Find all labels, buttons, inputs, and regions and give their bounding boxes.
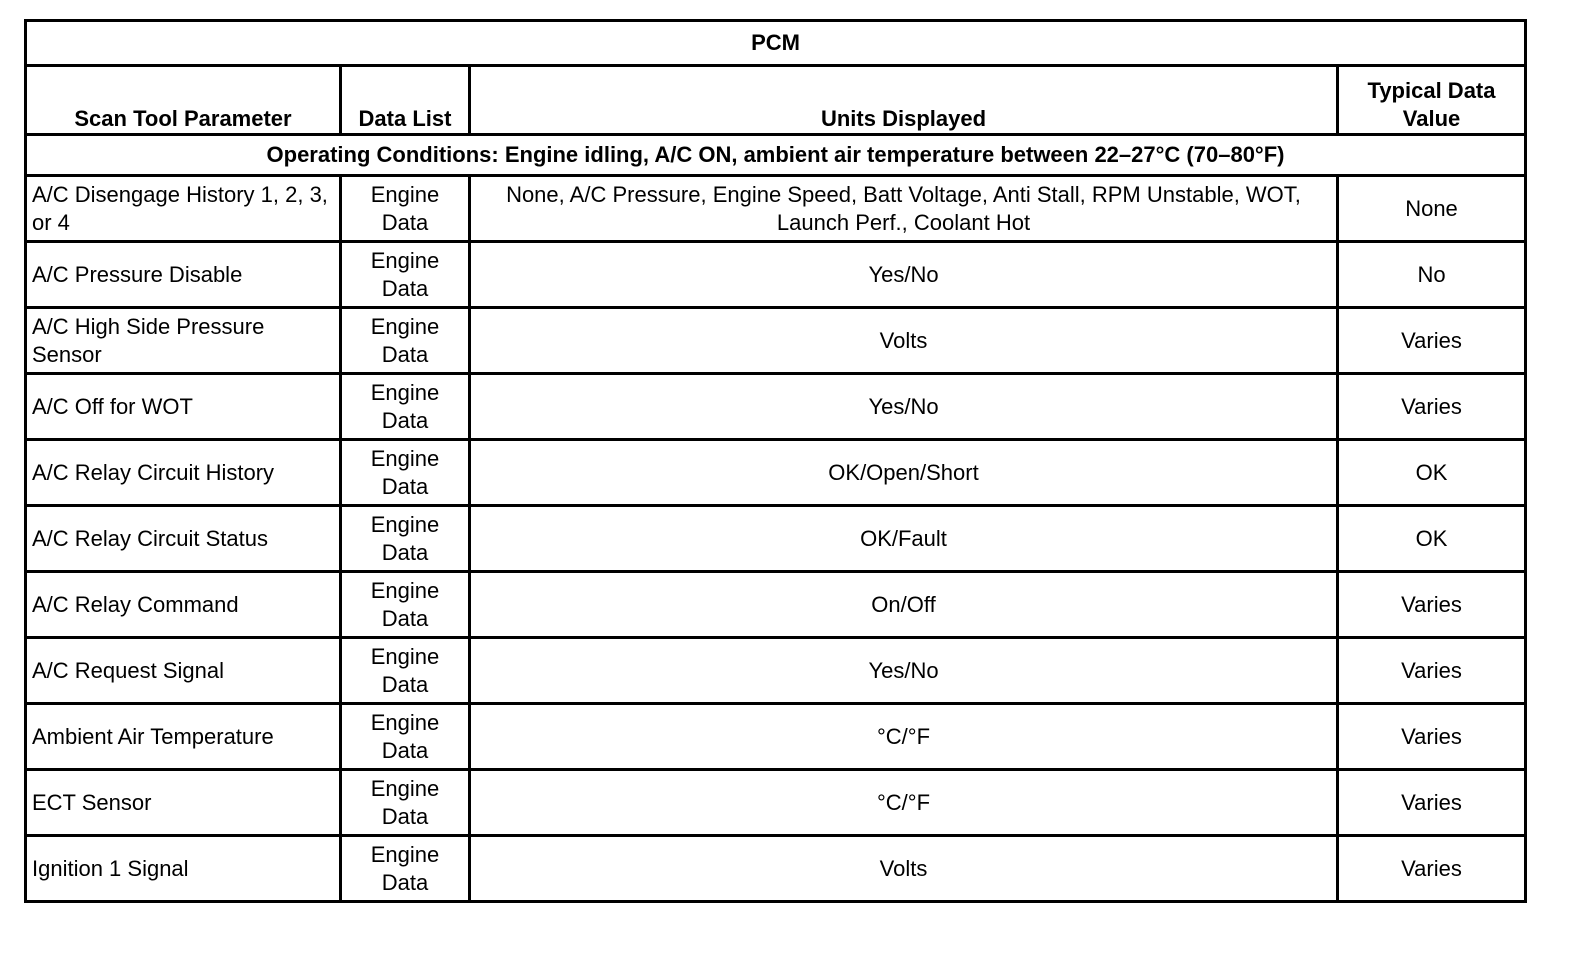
data-list-cell: Engine Data xyxy=(341,374,470,440)
pcm-data-table xyxy=(24,19,1527,903)
parameter-cell: A/C Relay Circuit Status xyxy=(26,506,341,572)
typical-value-cell: None xyxy=(1338,176,1526,242)
table-row xyxy=(26,374,1526,440)
parameter-cell: A/C Disengage History 1, 2, 3, or 4 xyxy=(26,176,341,242)
table-title-row xyxy=(26,21,1526,66)
parameter-cell: Ignition 1 Signal xyxy=(26,836,341,902)
data-list-cell: Engine Data xyxy=(341,176,470,242)
units-cell: On/Off xyxy=(470,572,1338,638)
units-cell: Volts xyxy=(470,308,1338,374)
data-list-cell: Engine Data xyxy=(341,440,470,506)
data-list-cell: Engine Data xyxy=(341,308,470,374)
data-list-cell: Engine Data xyxy=(341,242,470,308)
units-cell: OK/Fault xyxy=(470,506,1338,572)
column-header-row xyxy=(26,66,1526,135)
operating-conditions: Operating Conditions: Engine idling, A/C ON, ambient air temperature between 22–27°C (70–80°F) xyxy=(26,135,1526,176)
table-body xyxy=(26,176,1526,902)
typical-value-cell: Varies xyxy=(1338,770,1526,836)
parameter-cell: A/C Relay Circuit History xyxy=(26,440,341,506)
typical-value-cell: Varies xyxy=(1338,638,1526,704)
typical-value-cell: Varies xyxy=(1338,572,1526,638)
table-row xyxy=(26,836,1526,902)
parameter-cell: A/C Request Signal xyxy=(26,638,341,704)
parameter-cell: A/C Pressure Disable xyxy=(26,242,341,308)
units-cell: °C/°F xyxy=(470,770,1338,836)
parameter-cell: A/C High Side Pressure Sensor xyxy=(26,308,341,374)
table-title: PCM xyxy=(26,21,1526,66)
typical-value-cell: OK xyxy=(1338,440,1526,506)
table-row xyxy=(26,242,1526,308)
table-row xyxy=(26,572,1526,638)
data-list-cell: Engine Data xyxy=(341,572,470,638)
typical-value-cell: Varies xyxy=(1338,374,1526,440)
units-cell: Yes/No xyxy=(470,242,1338,308)
parameter-cell: A/C Off for WOT xyxy=(26,374,341,440)
table-row xyxy=(26,308,1526,374)
units-cell: Volts xyxy=(470,836,1338,902)
data-list-cell: Engine Data xyxy=(341,836,470,902)
header-units-displayed: Units Displayed xyxy=(470,66,1338,135)
data-list-cell: Engine Data xyxy=(341,770,470,836)
typical-value-cell: Varies xyxy=(1338,308,1526,374)
table-row xyxy=(26,638,1526,704)
header-typical-data-value: Typical Data Value xyxy=(1338,66,1526,135)
table-row xyxy=(26,506,1526,572)
table-row xyxy=(26,440,1526,506)
typical-value-cell: OK xyxy=(1338,506,1526,572)
units-cell: Yes/No xyxy=(470,638,1338,704)
header-scan-tool-parameter: Scan Tool Parameter xyxy=(26,66,341,135)
table-row xyxy=(26,704,1526,770)
data-list-cell: Engine Data xyxy=(341,506,470,572)
table-row xyxy=(26,176,1526,242)
table-row xyxy=(26,770,1526,836)
units-cell: None, A/C Pressure, Engine Speed, Batt Voltage, Anti Stall, RPM Unstable, WOT, Launch Perf., Coolant Hot xyxy=(470,176,1338,242)
parameter-cell: Ambient Air Temperature xyxy=(26,704,341,770)
operating-conditions-row xyxy=(26,135,1526,176)
data-list-cell: Engine Data xyxy=(341,638,470,704)
units-cell: Yes/No xyxy=(470,374,1338,440)
data-list-cell: Engine Data xyxy=(341,704,470,770)
units-cell: °C/°F xyxy=(470,704,1338,770)
units-cell: OK/Open/Short xyxy=(470,440,1338,506)
typical-value-cell: Varies xyxy=(1338,836,1526,902)
parameter-cell: A/C Relay Command xyxy=(26,572,341,638)
parameter-cell: ECT Sensor xyxy=(26,770,341,836)
typical-value-cell: Varies xyxy=(1338,704,1526,770)
typical-value-cell: No xyxy=(1338,242,1526,308)
header-data-list: Data List xyxy=(341,66,470,135)
